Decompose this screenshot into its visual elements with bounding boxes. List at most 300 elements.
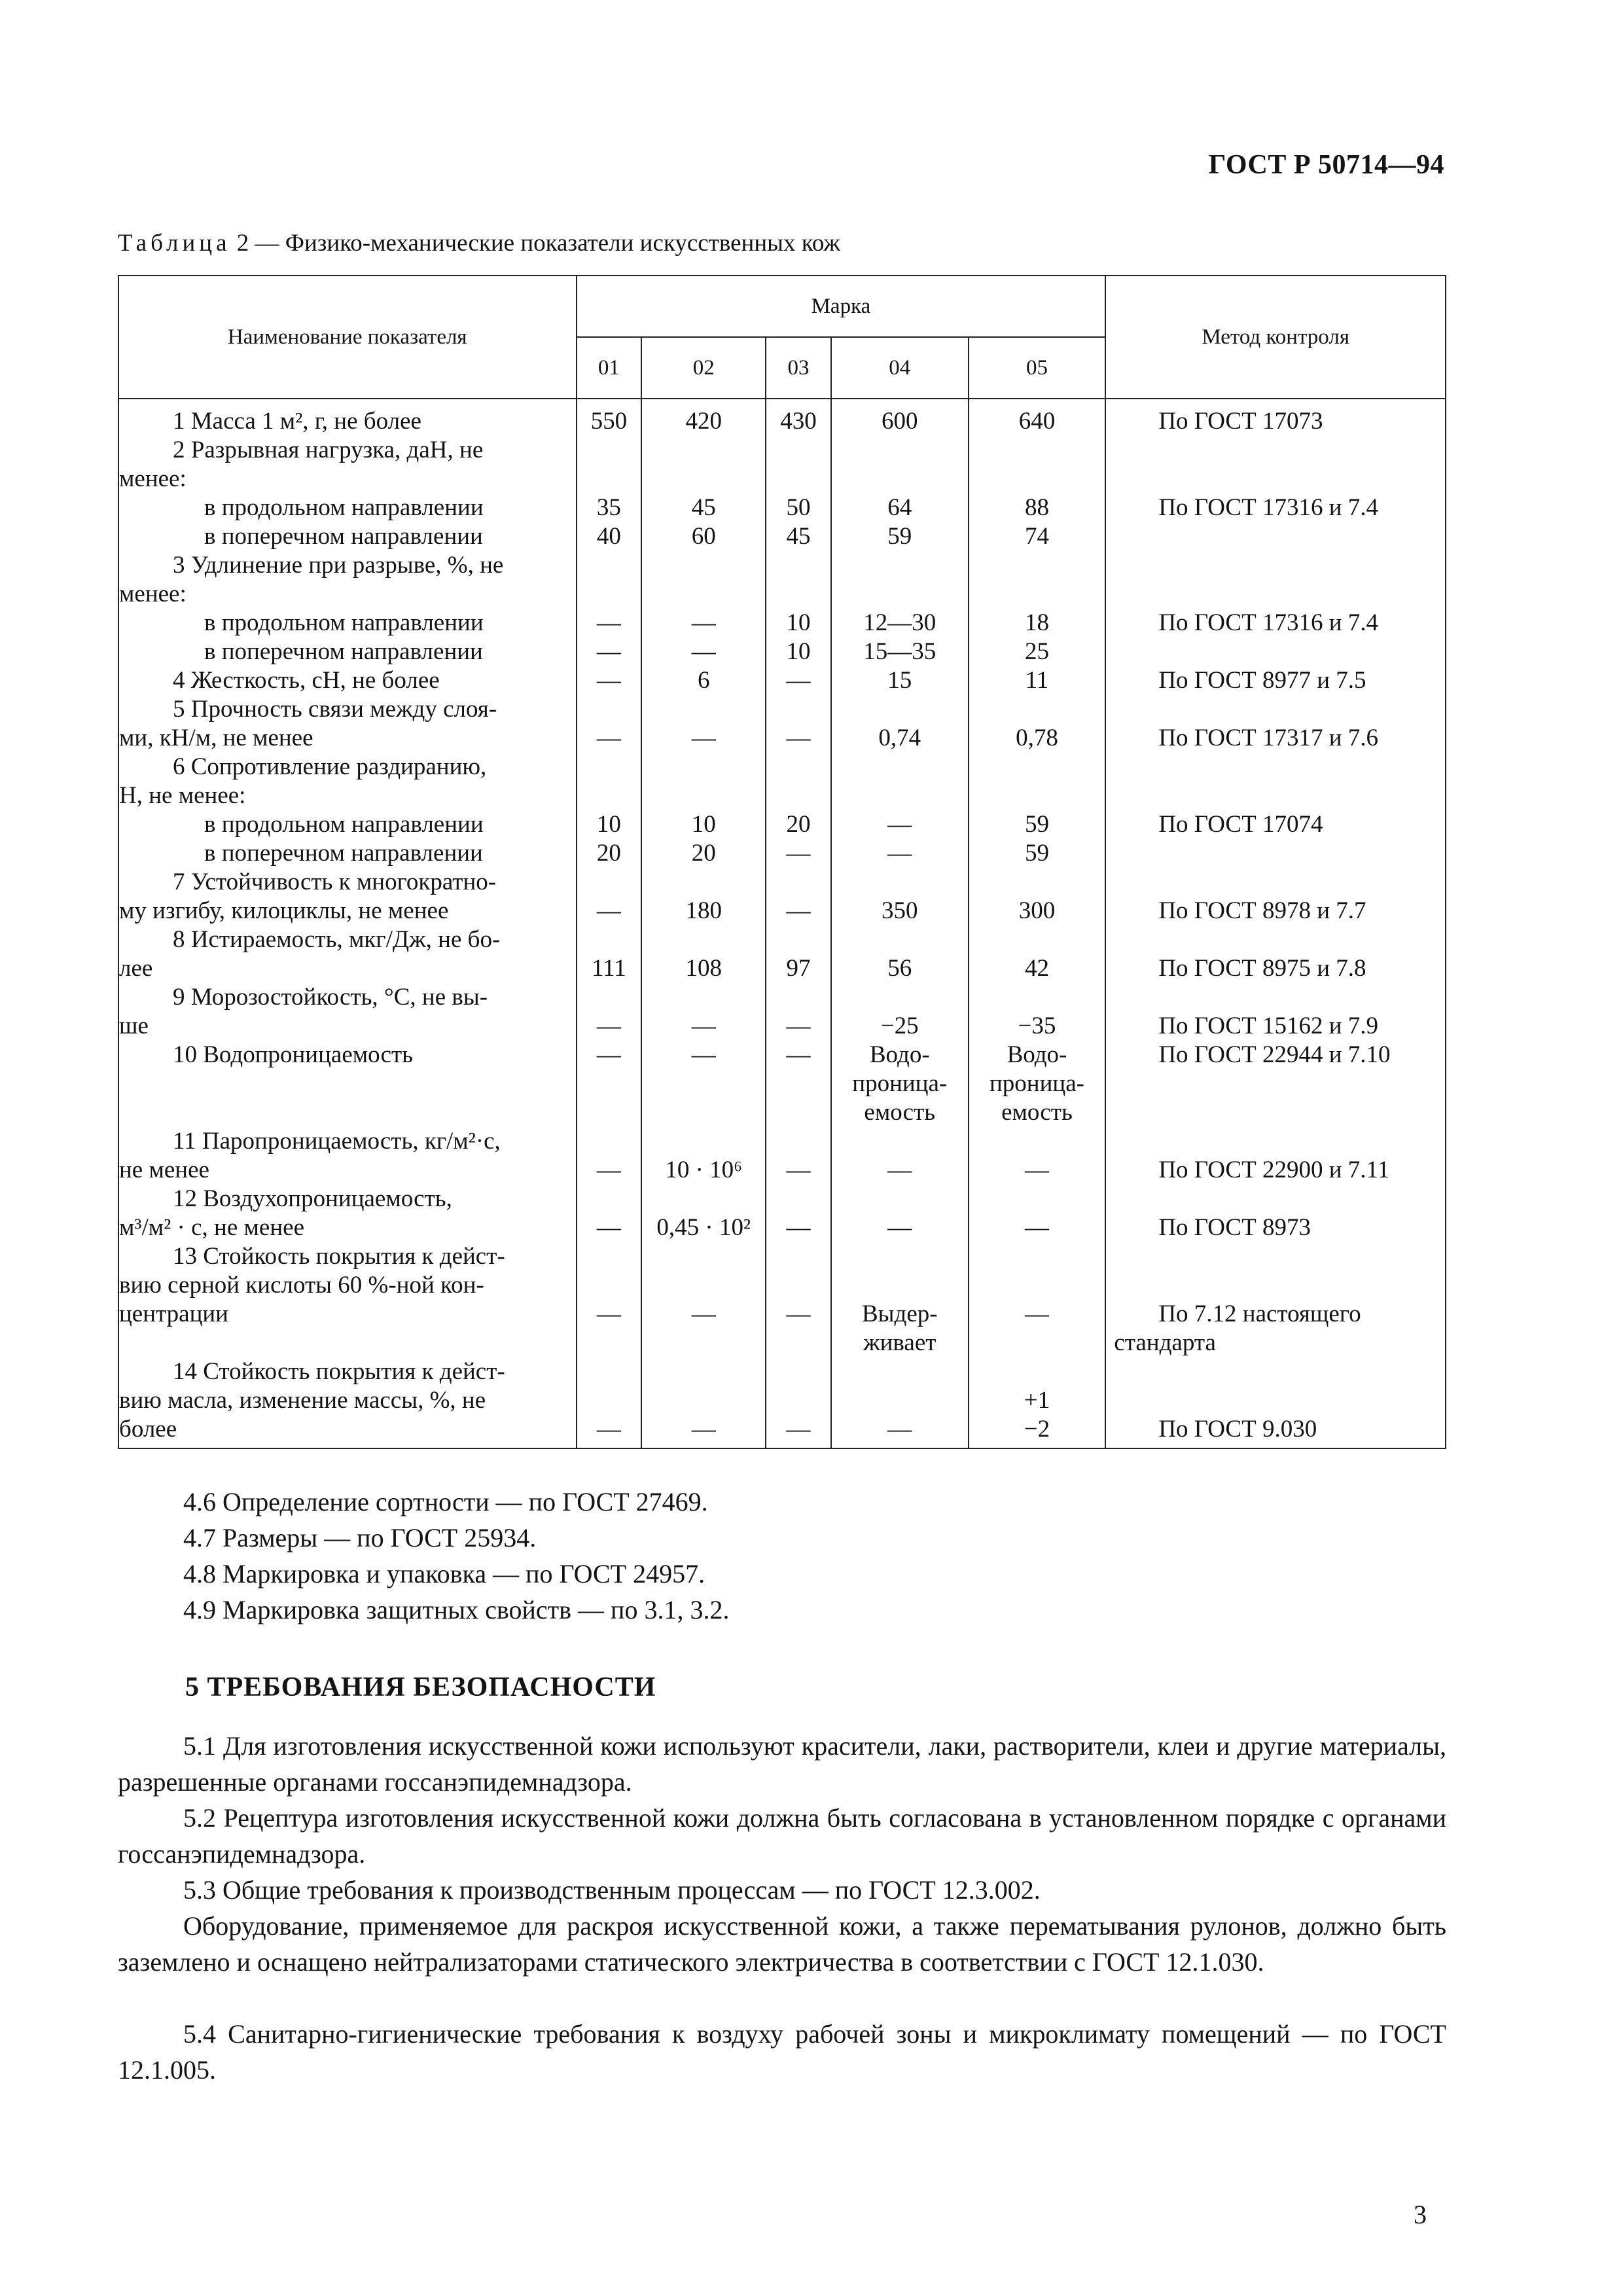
row-name-line: в поперечном направлении bbox=[204, 523, 483, 550]
value-cell-mark-01 bbox=[577, 399, 642, 436]
method-line: По ГОСТ 17073 bbox=[1158, 408, 1323, 435]
method-line bbox=[1106, 925, 1445, 954]
value-line bbox=[766, 436, 830, 465]
value-cell-mark-02 bbox=[641, 1127, 766, 1185]
value-line: 45 bbox=[691, 494, 716, 521]
value-cell-mark-04 bbox=[831, 1357, 969, 1448]
value-line bbox=[577, 1069, 641, 1098]
value-line: — bbox=[596, 1416, 621, 1443]
value-line bbox=[577, 465, 641, 493]
value-line bbox=[577, 925, 641, 954]
method-cell bbox=[1105, 1185, 1446, 1242]
mark-04: 04 bbox=[831, 337, 969, 399]
value-line: емость bbox=[1001, 1099, 1073, 1126]
value-cell-mark-02 bbox=[641, 839, 766, 868]
value-cell-mark-04 bbox=[831, 1127, 969, 1185]
row-name-cell bbox=[118, 551, 577, 609]
value-line bbox=[766, 465, 830, 493]
value-line: — bbox=[691, 638, 716, 665]
value-cell-mark-02 bbox=[641, 753, 766, 810]
method-cell bbox=[1105, 666, 1446, 695]
method-line: По ГОСТ 17316 и 7.4 bbox=[1158, 494, 1379, 521]
value-cell-mark-01 bbox=[577, 983, 642, 1041]
value-line: проница- bbox=[852, 1070, 948, 1097]
value-line bbox=[577, 753, 641, 781]
value-line bbox=[832, 1271, 968, 1300]
value-line: 40 bbox=[596, 523, 621, 550]
value-line: проница- bbox=[989, 1070, 1084, 1097]
method-line: По ГОСТ 22900 и 7.11 bbox=[1158, 1157, 1390, 1183]
value-line bbox=[766, 1329, 830, 1357]
value-line: 6 bbox=[697, 667, 710, 694]
row-name-cell bbox=[118, 1127, 577, 1185]
row-name-line: 14 Стойкость покрытия к дейст- bbox=[173, 1358, 505, 1385]
value-line bbox=[969, 1329, 1105, 1357]
value-cell-mark-01 bbox=[577, 753, 642, 810]
value-cell-mark-03 bbox=[766, 522, 831, 551]
row-name-line: в поперечном направлении bbox=[204, 840, 483, 867]
value-line bbox=[642, 781, 765, 810]
value-line bbox=[969, 580, 1105, 609]
value-cell-mark-02 bbox=[641, 522, 766, 551]
method-cell bbox=[1105, 1127, 1446, 1185]
value-cell-mark-05 bbox=[969, 666, 1106, 695]
value-line: 111 bbox=[592, 955, 626, 982]
value-line bbox=[642, 1069, 765, 1098]
value-line bbox=[766, 868, 830, 897]
value-cell-mark-02 bbox=[641, 1242, 766, 1357]
value-cell-mark-04 bbox=[831, 753, 969, 810]
value-line: — bbox=[786, 1214, 811, 1241]
value-line bbox=[577, 580, 641, 609]
value-line: — bbox=[1024, 1157, 1049, 1183]
row-name-cell bbox=[118, 1185, 577, 1242]
mark-01: 01 bbox=[577, 337, 642, 399]
value-cell-mark-03 bbox=[766, 1357, 831, 1448]
value-cell-mark-01 bbox=[577, 637, 642, 666]
value-cell-mark-02 bbox=[641, 551, 766, 609]
value-line: 88 bbox=[1024, 494, 1049, 521]
paragraph-5-1 bbox=[118, 1728, 1446, 1800]
table-row bbox=[118, 1127, 1446, 1185]
value-line: 42 bbox=[1024, 955, 1049, 982]
value-cell-mark-04 bbox=[831, 925, 969, 983]
table-row bbox=[118, 637, 1446, 666]
value-line: — bbox=[596, 667, 621, 694]
value-line: — bbox=[691, 1013, 716, 1039]
value-cell-mark-05 bbox=[969, 983, 1106, 1041]
value-line bbox=[577, 1271, 641, 1300]
table-row bbox=[118, 493, 1446, 522]
row-name-cell bbox=[118, 983, 577, 1041]
paragraph-5-2-text: 5.2 Рецептура изготовления искусственной кожи должна быть согласована в установленном порядке с органами госсанэпидемнадзора. bbox=[118, 1803, 1446, 1869]
row-name-line: менее: bbox=[119, 581, 187, 607]
method-line bbox=[1106, 637, 1445, 666]
value-cell-mark-04 bbox=[831, 983, 969, 1041]
column-header-method: Метод контроля bbox=[1105, 276, 1446, 399]
value-line: 180 bbox=[685, 897, 722, 924]
value-cell-mark-01 bbox=[577, 436, 642, 493]
value-line bbox=[642, 1185, 765, 1213]
row-name-line: центрации bbox=[119, 1300, 228, 1327]
table-row bbox=[118, 399, 1446, 436]
row-name-line: 11 Паропроницаемость, кг/м²·с, bbox=[173, 1128, 501, 1155]
value-line: 60 bbox=[691, 523, 716, 550]
value-line bbox=[642, 1386, 765, 1415]
value-cell-mark-02 bbox=[641, 609, 766, 637]
value-line: — bbox=[786, 1013, 811, 1039]
value-line: 430 bbox=[780, 408, 817, 435]
value-cell-mark-03 bbox=[766, 1041, 831, 1127]
value-cell-mark-05 bbox=[969, 399, 1106, 436]
value-line: 10 bbox=[691, 811, 716, 838]
table-row bbox=[118, 810, 1446, 839]
method-line: По ГОСТ 17317 и 7.6 bbox=[1158, 725, 1379, 751]
value-line bbox=[832, 1185, 968, 1213]
value-cell-mark-03 bbox=[766, 868, 831, 925]
value-line: — bbox=[691, 725, 716, 751]
row-name-line: 1 Масса 1 м², г, не более bbox=[173, 408, 421, 435]
method-line bbox=[1106, 465, 1445, 493]
column-header-name: Наименование показателя bbox=[118, 276, 577, 399]
row-name-cell bbox=[118, 1041, 577, 1127]
method-cell bbox=[1105, 868, 1446, 925]
value-cell-mark-05 bbox=[969, 551, 1106, 609]
value-line: 50 bbox=[786, 494, 811, 521]
method-cell bbox=[1105, 551, 1446, 609]
method-line bbox=[1106, 839, 1445, 868]
table-caption-word: Таблица bbox=[118, 230, 231, 257]
table-row bbox=[118, 925, 1446, 983]
row-name-cell bbox=[118, 695, 577, 753]
value-cell-mark-01 bbox=[577, 493, 642, 522]
row-name-line: 13 Стойкость покрытия к дейст- bbox=[173, 1243, 505, 1270]
value-cell-mark-03 bbox=[766, 666, 831, 695]
value-line bbox=[832, 436, 968, 465]
row-name-cell bbox=[118, 493, 577, 522]
table-body bbox=[118, 399, 1446, 1448]
row-name-line: вию серной кислоты 60 %-ной кон- bbox=[119, 1272, 484, 1299]
value-line: 600 bbox=[882, 408, 918, 435]
value-cell-mark-04 bbox=[831, 522, 969, 551]
value-line bbox=[969, 1127, 1105, 1156]
value-line: Выдер- bbox=[861, 1300, 938, 1327]
value-line: — bbox=[596, 609, 621, 636]
value-cell-mark-04 bbox=[831, 551, 969, 609]
value-cell-mark-05 bbox=[969, 1127, 1106, 1185]
value-cell-mark-02 bbox=[641, 637, 766, 666]
value-line bbox=[642, 1127, 765, 1156]
value-cell-mark-02 bbox=[641, 695, 766, 753]
value-cell-mark-03 bbox=[766, 753, 831, 810]
value-line bbox=[766, 1357, 830, 1386]
value-line bbox=[832, 925, 968, 954]
value-line bbox=[642, 753, 765, 781]
value-cell-mark-02 bbox=[641, 399, 766, 436]
value-cell-mark-04 bbox=[831, 1242, 969, 1357]
paragraph-equipment bbox=[118, 1908, 1446, 1980]
table-row bbox=[118, 868, 1446, 925]
row-name-cell bbox=[118, 753, 577, 810]
row-name-line: 5 Прочность связи между слоя- bbox=[173, 696, 497, 723]
value-line bbox=[969, 1242, 1105, 1271]
value-cell-mark-01 bbox=[577, 868, 642, 925]
method-cell bbox=[1105, 925, 1446, 983]
method-cell bbox=[1105, 810, 1446, 839]
method-line bbox=[1106, 1357, 1445, 1386]
method-line bbox=[1106, 1271, 1445, 1300]
value-cell-mark-03 bbox=[766, 551, 831, 609]
mark-05: 05 bbox=[969, 337, 1106, 399]
row-name-line: ше bbox=[119, 1013, 149, 1039]
value-line: — bbox=[596, 897, 621, 924]
method-line bbox=[1106, 580, 1445, 609]
value-line bbox=[642, 695, 765, 724]
value-line: — bbox=[596, 1157, 621, 1183]
value-cell-mark-04 bbox=[831, 695, 969, 753]
value-line bbox=[642, 1098, 765, 1127]
row-name-line: не менее bbox=[119, 1157, 209, 1183]
value-line: 59 bbox=[1024, 811, 1049, 838]
page-number: 3 bbox=[1414, 2200, 1427, 2229]
value-line bbox=[969, 551, 1105, 580]
value-line: 35 bbox=[596, 494, 621, 521]
value-line: 56 bbox=[887, 955, 912, 982]
value-line: 10 bbox=[786, 609, 811, 636]
value-cell-mark-02 bbox=[641, 868, 766, 925]
paragraph-5-3 bbox=[118, 1872, 1446, 1908]
value-line bbox=[577, 1185, 641, 1213]
row-name-line: м³/м² · с, не менее bbox=[119, 1214, 304, 1241]
value-cell-mark-04 bbox=[831, 637, 969, 666]
row-name-line: ми, кН/м, не менее bbox=[119, 725, 313, 751]
value-cell-mark-03 bbox=[766, 399, 831, 436]
value-line: 12—30 bbox=[863, 609, 936, 636]
value-line: 420 bbox=[685, 408, 722, 435]
value-line: — bbox=[691, 1416, 716, 1443]
value-line bbox=[969, 753, 1105, 781]
value-line bbox=[577, 781, 641, 810]
value-cell-mark-04 bbox=[831, 436, 969, 493]
method-line: По ГОСТ 22944 и 7.10 bbox=[1158, 1041, 1391, 1068]
value-line bbox=[832, 695, 968, 724]
value-cell-mark-01 bbox=[577, 522, 642, 551]
value-line: живает bbox=[863, 1329, 936, 1356]
value-line bbox=[766, 983, 830, 1012]
value-line: — bbox=[786, 897, 811, 924]
row-name-line: в продольном направлении bbox=[204, 609, 484, 636]
row-name-cell bbox=[118, 839, 577, 868]
row-name-line: 10 Водопроницаемость bbox=[173, 1041, 414, 1068]
value-cell-mark-02 bbox=[641, 983, 766, 1041]
value-line: — bbox=[786, 725, 811, 751]
value-cell-mark-05 bbox=[969, 839, 1106, 868]
value-line: — bbox=[596, 1013, 621, 1039]
paragraph-5-1-text: 5.1 Для изготовления искусственной кожи используют красители, лаки, растворители, клеи и другие материалы, разрешенные органами госсанэпидемнадзора. bbox=[118, 1731, 1446, 1797]
value-cell-mark-02 bbox=[641, 1041, 766, 1127]
method-line: По ГОСТ 17316 и 7.4 bbox=[1158, 609, 1379, 636]
value-line: −2 bbox=[1024, 1416, 1050, 1443]
value-cell-mark-05 bbox=[969, 493, 1106, 522]
value-cell-mark-01 bbox=[577, 1041, 642, 1127]
value-cell-mark-04 bbox=[831, 868, 969, 925]
value-line bbox=[642, 436, 765, 465]
value-line bbox=[577, 868, 641, 897]
method-cell bbox=[1105, 399, 1446, 436]
table-row bbox=[118, 436, 1446, 493]
value-line bbox=[832, 753, 968, 781]
value-line bbox=[577, 1098, 641, 1127]
value-cell-mark-03 bbox=[766, 925, 831, 983]
value-line bbox=[577, 1329, 641, 1357]
table-row bbox=[118, 839, 1446, 868]
method-cell bbox=[1105, 695, 1446, 753]
value-line: 10 · 10⁶ bbox=[665, 1157, 743, 1183]
method-line bbox=[1106, 522, 1445, 551]
value-line: — bbox=[887, 1157, 912, 1183]
table-row bbox=[118, 1357, 1446, 1448]
value-line: — bbox=[786, 1300, 811, 1327]
row-name-cell bbox=[118, 868, 577, 925]
value-cell-mark-03 bbox=[766, 609, 831, 637]
table-row bbox=[118, 522, 1446, 551]
value-line bbox=[969, 465, 1105, 493]
paragraph-5-3-text: 5.3 Общие требования к производственным процессам — по ГОСТ 12.3.002. bbox=[183, 1875, 1041, 1905]
value-line bbox=[577, 1127, 641, 1156]
item-4-9: 4.9 Маркировка защитных свойств — по 3.1, 3.2. bbox=[183, 1595, 730, 1624]
row-name-line: 7 Устойчивость к многократно- bbox=[173, 869, 497, 895]
row-name-line: 6 Сопротивление раздиранию, bbox=[173, 753, 487, 780]
value-line bbox=[577, 695, 641, 724]
value-line: — bbox=[691, 609, 716, 636]
value-cell-mark-04 bbox=[831, 839, 969, 868]
value-cell-mark-05 bbox=[969, 1041, 1106, 1127]
value-cell-mark-02 bbox=[641, 493, 766, 522]
mark-02: 02 bbox=[641, 337, 766, 399]
method-line bbox=[1106, 1069, 1445, 1098]
table-caption bbox=[118, 229, 840, 257]
item-4-8: 4.8 Маркировка и упаковка — по ГОСТ 24957. bbox=[183, 1559, 705, 1588]
value-cell-mark-02 bbox=[641, 436, 766, 493]
mark-03: 03 bbox=[766, 337, 831, 399]
method-line bbox=[1106, 436, 1445, 465]
row-name-cell bbox=[118, 609, 577, 637]
value-cell-mark-03 bbox=[766, 637, 831, 666]
value-line bbox=[969, 925, 1105, 954]
value-line: 97 bbox=[786, 955, 811, 982]
value-line bbox=[766, 551, 830, 580]
value-line: 550 bbox=[590, 408, 628, 435]
value-line bbox=[766, 1069, 830, 1098]
value-line bbox=[577, 983, 641, 1012]
row-name-cell bbox=[118, 399, 577, 436]
method-line: По ГОСТ 17074 bbox=[1158, 811, 1323, 838]
method-line bbox=[1106, 695, 1445, 724]
value-cell-mark-03 bbox=[766, 1242, 831, 1357]
value-line bbox=[832, 551, 968, 580]
row-name-line bbox=[119, 1069, 576, 1098]
value-line bbox=[969, 695, 1105, 724]
method-cell bbox=[1105, 1242, 1446, 1357]
value-cell-mark-01 bbox=[577, 695, 642, 753]
value-cell-mark-04 bbox=[831, 810, 969, 839]
table-row bbox=[118, 753, 1446, 810]
value-line: Водо- bbox=[869, 1041, 930, 1068]
value-line bbox=[766, 1271, 830, 1300]
value-line: 0,45 · 10² bbox=[656, 1214, 751, 1241]
item-4-6: 4.6 Определение сортности — по ГОСТ 27469. bbox=[183, 1487, 708, 1516]
value-cell-mark-04 bbox=[831, 1041, 969, 1127]
method-line: По ГОСТ 8978 и 7.7 bbox=[1158, 897, 1366, 924]
value-line: — bbox=[887, 1416, 912, 1443]
section-title: 5 ТРЕБОВАНИЯ БЕЗОПАСНОСТИ bbox=[185, 1672, 656, 1702]
paragraph-5-2 bbox=[118, 1800, 1446, 1872]
value-line: 25 bbox=[1024, 638, 1049, 665]
value-line: Водо- bbox=[1007, 1041, 1067, 1068]
value-cell-mark-05 bbox=[969, 925, 1106, 983]
method-cell bbox=[1105, 1041, 1446, 1127]
value-cell-mark-05 bbox=[969, 436, 1106, 493]
value-line: 18 bbox=[1024, 609, 1049, 636]
value-line bbox=[577, 1242, 641, 1271]
method-line bbox=[1106, 1242, 1445, 1271]
value-line bbox=[577, 436, 641, 465]
value-line bbox=[766, 580, 830, 609]
row-name-cell bbox=[118, 925, 577, 983]
value-cell-mark-04 bbox=[831, 1185, 969, 1242]
value-line bbox=[642, 1329, 765, 1357]
value-cell-mark-02 bbox=[641, 666, 766, 695]
value-line: — bbox=[786, 667, 811, 694]
value-line: 10 bbox=[786, 638, 811, 665]
value-line bbox=[832, 983, 968, 1012]
value-cell-mark-03 bbox=[766, 839, 831, 868]
value-line: — bbox=[1024, 1214, 1049, 1241]
table-caption-text: 2 — Физико-механические показатели искусственных кож bbox=[230, 230, 840, 257]
table-row bbox=[118, 1185, 1446, 1242]
value-cell-mark-02 bbox=[641, 925, 766, 983]
item-4-7: 4.7 Размеры — по ГОСТ 25934. bbox=[183, 1523, 537, 1552]
row-name-cell bbox=[118, 436, 577, 493]
value-line: 640 bbox=[1018, 408, 1056, 435]
value-line: −35 bbox=[1018, 1013, 1056, 1039]
value-cell-mark-01 bbox=[577, 1242, 642, 1357]
value-line bbox=[832, 1127, 968, 1156]
value-line: +1 bbox=[1024, 1387, 1050, 1414]
value-line: 0,78 bbox=[1016, 725, 1058, 751]
value-line bbox=[766, 925, 830, 954]
value-line: — bbox=[786, 1157, 811, 1183]
method-line: По ГОСТ 9.030 bbox=[1158, 1416, 1317, 1443]
method-cell bbox=[1105, 839, 1446, 868]
value-line bbox=[969, 868, 1105, 897]
value-line: −25 bbox=[880, 1013, 919, 1039]
value-line bbox=[642, 1357, 765, 1386]
value-cell-mark-01 bbox=[577, 925, 642, 983]
value-cell-mark-04 bbox=[831, 493, 969, 522]
value-cell-mark-03 bbox=[766, 493, 831, 522]
row-name-cell bbox=[118, 522, 577, 551]
value-line bbox=[766, 1098, 830, 1127]
value-line bbox=[969, 1357, 1105, 1386]
value-line: — bbox=[596, 1214, 621, 1241]
table-row bbox=[118, 609, 1446, 637]
value-line bbox=[832, 1357, 968, 1386]
value-line bbox=[642, 1271, 765, 1300]
method-line bbox=[1106, 1185, 1445, 1213]
value-cell-mark-03 bbox=[766, 810, 831, 839]
value-cell-mark-02 bbox=[641, 1357, 766, 1448]
